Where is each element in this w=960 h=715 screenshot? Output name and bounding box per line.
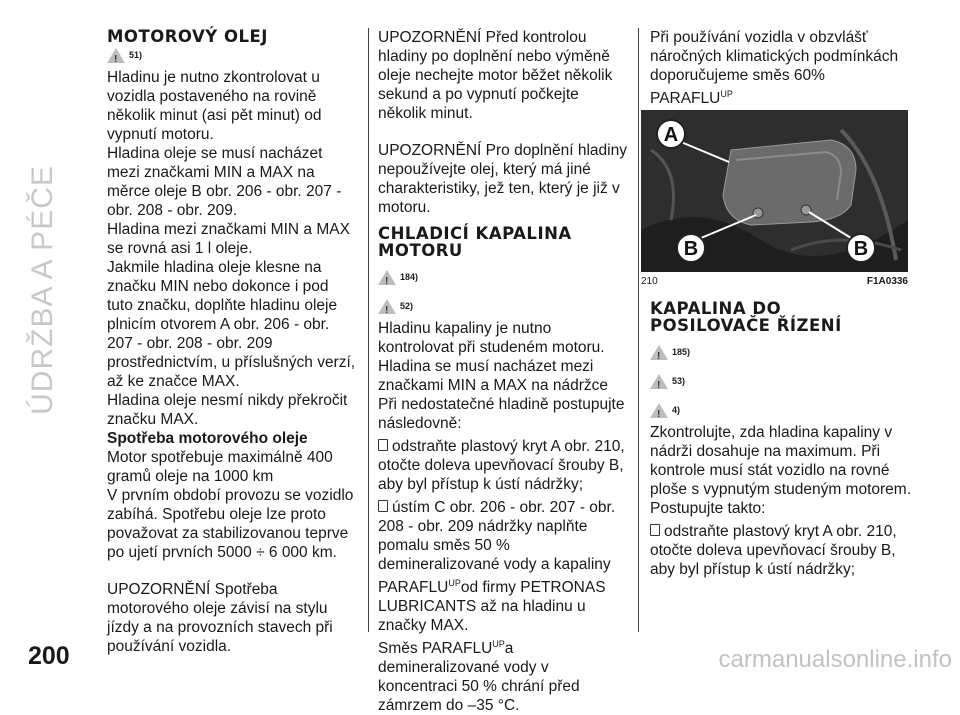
watermark: carmanualsonline.info	[718, 646, 952, 673]
figure-label-a: A	[663, 124, 679, 146]
bullet-square-icon	[650, 524, 660, 536]
heading-power-steering-fluid: KAPALINA DO POSILOVAČE ŘÍZENÍ	[650, 299, 842, 335]
page-number: 200	[28, 642, 70, 670]
paragraph: Při nedostatečné hladině postupujte následovně:	[378, 396, 625, 432]
subheading-oil-consumption: Spotřeba motorového oleje	[107, 430, 308, 447]
column-3-lower	[650, 300, 912, 579]
warning-ref: ! 52)	[378, 298, 630, 315]
paragraph: Hladina mezi značkami MIN a MAX se rovná asi 1 l oleje.	[107, 221, 350, 257]
warning-icon	[107, 48, 125, 63]
warning-icon	[378, 299, 396, 314]
column-1	[107, 28, 357, 656]
engine-illustration	[641, 110, 908, 272]
column-divider	[368, 28, 369, 632]
paragraph: Hladina oleje se musí nacházet mezi značkami MIN a MAX na měrce oleje B obr. 206 - obr. 207 - obr. 208 - obr. 209.	[107, 145, 342, 219]
bullet-square-icon	[378, 439, 388, 451]
heading-coolant: CHLADICÍ KAPALINA MOTORU	[378, 224, 572, 260]
figure-label-b: B	[853, 238, 869, 260]
warning-icon	[650, 374, 668, 389]
figure-label-b: B	[683, 238, 699, 260]
paragraph: Hladina oleje nesmí nikdy překročit značku MAX.	[107, 392, 348, 428]
notice-paragraph: UPOZORNĚNÍ Před kontrolou hladiny po doplnění nebo výměně oleje nechejte motor běžet několik sekund a po vypnutí počkejte několik minut.	[378, 29, 613, 122]
side-title-text: ÚDRŽBA A PÉČE	[26, 165, 59, 415]
column-divider	[638, 28, 639, 632]
section-side-title	[8, 30, 78, 550]
warning-ref: ! 184)	[378, 269, 630, 286]
bullet-square-icon	[378, 500, 388, 512]
paragraph: Jakmile hladina oleje klesne na značku MIN nebo dokonce i pod tuto značku, doplňte hladinu oleje plnicím otvorem A obr. 206 - obr. 207 - obr. 208 - obr. 209 prostřednictvím, u příslušných verzí, až ke značce MAX.	[107, 259, 356, 390]
paragraph: Zkontrolujte, zda hladina kapaliny v nádrži dosahuje na maximum. Při kontrole musí stát vozidlo na rovné ploše s vypnutým studeným motorem. Postupujte takto:	[650, 424, 912, 517]
figure-210-engine-photo	[641, 110, 908, 272]
paragraph: V prvním období provozu se vozidlo zabíhá. Spotřebu oleje lze proto považovat za stabilizovanou teprve po ujetí prvních 5000 ÷ 6 000 km.	[107, 487, 354, 561]
bullet-item: ústím C obr. 206 - obr. 207 - obr. 208 - obr. 209 nádržky naplňte pomalu směs 50 % demineralizované vody a kapaliny $PARAFLU^{UP}od$ firmy PETRONAS LUBRICANTS až na hladinu u značky MAX.	[378, 499, 616, 635]
bullet-item: odstraňte plastový kryt A obr. 210, otočte doleva upevňovací šrouby B, aby byl přístup k ústí nádržky;	[650, 523, 897, 578]
figure-code: F1A0336	[866, 276, 908, 287]
heading-engine-oil: MOTOROVÝ OLEJ	[107, 27, 268, 46]
column-2	[378, 28, 630, 715]
warning-ref: ! 51)	[107, 47, 357, 64]
bullet-item: odstraňte plastový kryt A obr. 210, otočte doleva upevňovací šrouby B, aby byl přístup k ústí nádržky;	[378, 438, 625, 493]
paragraph: Motor spotřebuje maximálně 400 gramů oleje na 1000 km	[107, 449, 333, 485]
warning-icon	[378, 270, 396, 285]
paragraph: Hladinu kapaliny je nutno kontrolovat při studeném motoru. Hladina se musí nacházet mezi značkami MIN a MAX na nádržce	[378, 320, 609, 394]
paragraph: Při používání vozidla v obzvlášť náročných klimatických podmínkách doporučujeme směs 60% $PARAFLU^{UP}$	[650, 29, 899, 108]
warning-icon	[650, 403, 668, 418]
notice-paragraph: UPOZORNĚNÍ Spotřeba motorového oleje závisí na stylu jízdy a na provozních stavech při používání vozidla.	[107, 581, 333, 655]
figure-caption	[641, 276, 908, 287]
warning-ref: ! 4)	[650, 402, 912, 419]
warning-ref: ! 185)	[650, 344, 912, 361]
notice-paragraph: UPOZORNĚNÍ Pro doplnění hladiny nepoužívejte olej, který má jiné charakteristiky, jež ten, který je již v motoru.	[378, 142, 627, 216]
figure-number: 210	[641, 276, 658, 287]
paragraph: Hladinu je nutno zkontrolovat u vozidla postaveného na rovině několik minut (asi pět minut) od vypnutí motoru.	[107, 69, 322, 143]
paragraph: Směs $PARAFLU^{UP}a$ demineralizované vody v koncentraci 50 % chrání před zámrzem do –35 °C.	[378, 639, 580, 715]
warning-icon	[650, 345, 668, 360]
warning-ref: ! 53)	[650, 373, 912, 390]
